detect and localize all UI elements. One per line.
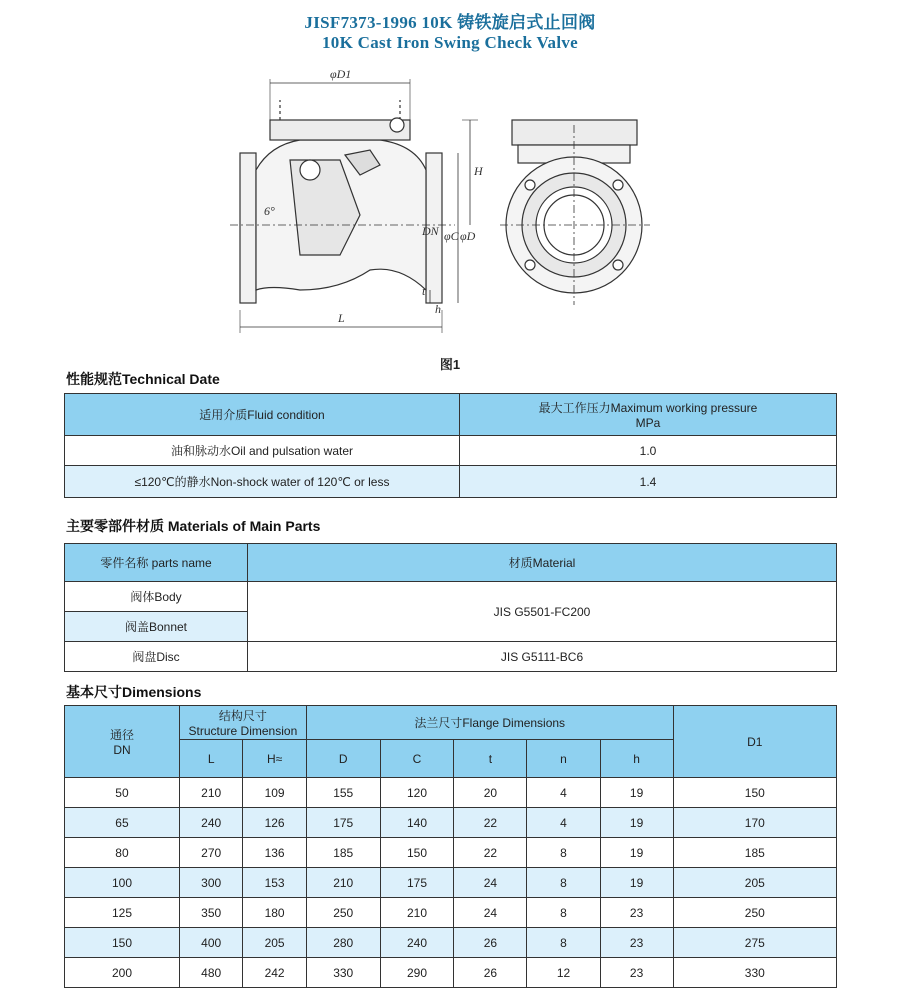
cell-t: 24 xyxy=(454,868,527,898)
cell-c: 210 xyxy=(380,898,454,928)
dim-col-structure-line1: 结构尺寸 xyxy=(218,709,267,723)
cell-n: 4 xyxy=(527,808,600,838)
cell-t: 22 xyxy=(454,808,527,838)
label-t: t xyxy=(422,284,426,298)
table-row xyxy=(65,838,837,868)
cell-d1: 250 xyxy=(673,898,836,928)
cell-d: 210 xyxy=(306,868,380,898)
technical-col-fluid: 适用介质Fluid condition xyxy=(65,394,460,436)
cell-dn: 125 xyxy=(65,898,180,928)
label-d1: φD1 xyxy=(330,67,352,81)
dimensions-body xyxy=(65,778,837,988)
cell-n: 8 xyxy=(527,868,600,898)
dim-col-structure-line2: Structure Dimension xyxy=(188,724,298,738)
cell-h: 205 xyxy=(243,928,306,958)
page-title: JISF7373-1996 10K 铸铁旋启式止回阀 xyxy=(304,13,596,32)
technical-col-pressure-line2: MPa xyxy=(635,416,661,430)
table-row xyxy=(65,582,837,612)
cell-dn: 150 xyxy=(65,928,180,958)
materials-col-material: 材质Material xyxy=(248,544,837,582)
page-subtitle: 10K Cast Iron Swing Check Valve xyxy=(322,33,578,52)
cell-h: 242 xyxy=(243,958,306,988)
cell-c: 240 xyxy=(380,928,454,958)
table-row xyxy=(65,778,837,808)
cell-dn: 100 xyxy=(65,868,180,898)
cell-n: 4 xyxy=(527,778,600,808)
material-body-bonnet: JIS G5501-FC200 xyxy=(248,582,837,642)
cell-n: 8 xyxy=(527,928,600,958)
table-row xyxy=(65,436,837,466)
technical-col-pressure xyxy=(460,394,837,436)
table-row xyxy=(65,466,837,498)
cell-hh: 23 xyxy=(600,958,673,988)
label-d: φD xyxy=(460,229,476,243)
cell-d: 330 xyxy=(306,958,380,988)
materials-heading: 主要零部件材质 Materials of Main Parts xyxy=(66,518,321,534)
cell-d1: 205 xyxy=(673,868,836,898)
cell-d: 175 xyxy=(306,808,380,838)
table-row xyxy=(65,808,837,838)
cell-h: 136 xyxy=(243,838,306,868)
figure-caption: 图1 xyxy=(439,357,461,372)
table-row xyxy=(65,928,837,958)
cell-hh: 23 xyxy=(600,928,673,958)
cell-c: 290 xyxy=(380,958,454,988)
fluid-cell: ≤120℃的静水Non-shock water of 120℃ or less xyxy=(65,466,460,498)
label-angle: 6° xyxy=(264,204,275,218)
cell-d1: 330 xyxy=(673,958,836,988)
cell-hh: 19 xyxy=(600,868,673,898)
cell-d: 185 xyxy=(306,838,380,868)
dim-col-hh: h xyxy=(600,740,673,778)
pressure-cell: 1.4 xyxy=(460,466,837,498)
cell-h: 153 xyxy=(243,868,306,898)
cell-dn: 65 xyxy=(65,808,180,838)
dimensions-heading: 基本尺寸Dimensions xyxy=(66,684,202,700)
table-row xyxy=(65,642,837,672)
cell-hh: 19 xyxy=(600,808,673,838)
material-disc: JIS G5111-BC6 xyxy=(248,642,837,672)
label-dn: DN xyxy=(422,224,439,238)
cell-t: 20 xyxy=(454,778,527,808)
cell-l: 210 xyxy=(179,778,242,808)
dim-col-dn xyxy=(65,706,180,778)
table-row xyxy=(65,958,837,988)
dim-col-t: t xyxy=(454,740,527,778)
cell-d1: 170 xyxy=(673,808,836,838)
cell-n: 8 xyxy=(527,898,600,928)
cell-hh: 19 xyxy=(600,838,673,868)
cell-l: 350 xyxy=(179,898,242,928)
cell-l: 270 xyxy=(179,838,242,868)
technical-table xyxy=(64,393,837,498)
dimensions-header-row xyxy=(65,706,837,740)
valve-drawing xyxy=(230,65,670,340)
cell-c: 140 xyxy=(380,808,454,838)
cell-c: 175 xyxy=(380,868,454,898)
cell-hh: 23 xyxy=(600,898,673,928)
dim-col-n: n xyxy=(527,740,600,778)
table-row xyxy=(65,868,837,898)
cell-t: 26 xyxy=(454,928,527,958)
cell-n: 8 xyxy=(527,838,600,868)
cell-l: 480 xyxy=(179,958,242,988)
cell-dn: 50 xyxy=(65,778,180,808)
cell-t: 24 xyxy=(454,898,527,928)
cell-d1: 150 xyxy=(673,778,836,808)
dim-col-l: L xyxy=(179,740,242,778)
dim-col-h: H≈ xyxy=(243,740,306,778)
technical-heading: 性能规范Technical Date xyxy=(66,371,220,387)
dim-col-d: D xyxy=(306,740,380,778)
dim-col-c: C xyxy=(380,740,454,778)
cell-t: 22 xyxy=(454,838,527,868)
cell-dn: 80 xyxy=(65,838,180,868)
materials-header-row xyxy=(65,544,837,582)
cell-d: 250 xyxy=(306,898,380,928)
dim-col-dn-line2: DN xyxy=(113,743,131,757)
cell-l: 300 xyxy=(179,868,242,898)
label-l: L xyxy=(338,311,345,325)
dim-col-d1: D1 xyxy=(673,706,836,778)
cell-l: 400 xyxy=(179,928,242,958)
cell-h: 109 xyxy=(243,778,306,808)
cell-h: 126 xyxy=(243,808,306,838)
part-bonnet: 阀盖Bonnet xyxy=(65,612,248,642)
cell-d: 280 xyxy=(306,928,380,958)
dim-col-dn-line1: 通径 xyxy=(109,728,134,742)
table-row xyxy=(65,898,837,928)
technical-col-pressure-line1: 最大工作压力Maximum working pressure xyxy=(538,401,758,415)
label-hh: h xyxy=(435,302,441,316)
materials-table xyxy=(64,543,837,672)
dim-col-flange: 法兰尺寸Flange Dimensions xyxy=(306,706,673,740)
dimensions-table xyxy=(64,705,837,988)
label-h: H xyxy=(474,164,483,178)
cell-hh: 19 xyxy=(600,778,673,808)
cell-h: 180 xyxy=(243,898,306,928)
technical-header-row xyxy=(65,394,837,436)
pressure-cell: 1.0 xyxy=(460,436,837,466)
cell-d1: 185 xyxy=(673,838,836,868)
cell-l: 240 xyxy=(179,808,242,838)
cell-t: 26 xyxy=(454,958,527,988)
cell-c: 150 xyxy=(380,838,454,868)
cell-n: 12 xyxy=(527,958,600,988)
cell-c: 120 xyxy=(380,778,454,808)
part-disc: 阀盘Disc xyxy=(65,642,248,672)
cell-d: 155 xyxy=(306,778,380,808)
cell-d1: 275 xyxy=(673,928,836,958)
materials-col-part: 零件名称 parts name xyxy=(65,544,248,582)
label-c: φC xyxy=(444,229,459,243)
dim-col-structure xyxy=(179,706,306,740)
cell-dn: 200 xyxy=(65,958,180,988)
fluid-cell: 油和脉动水Oil and pulsation water xyxy=(65,436,460,466)
part-body: 阀体Body xyxy=(65,582,248,612)
